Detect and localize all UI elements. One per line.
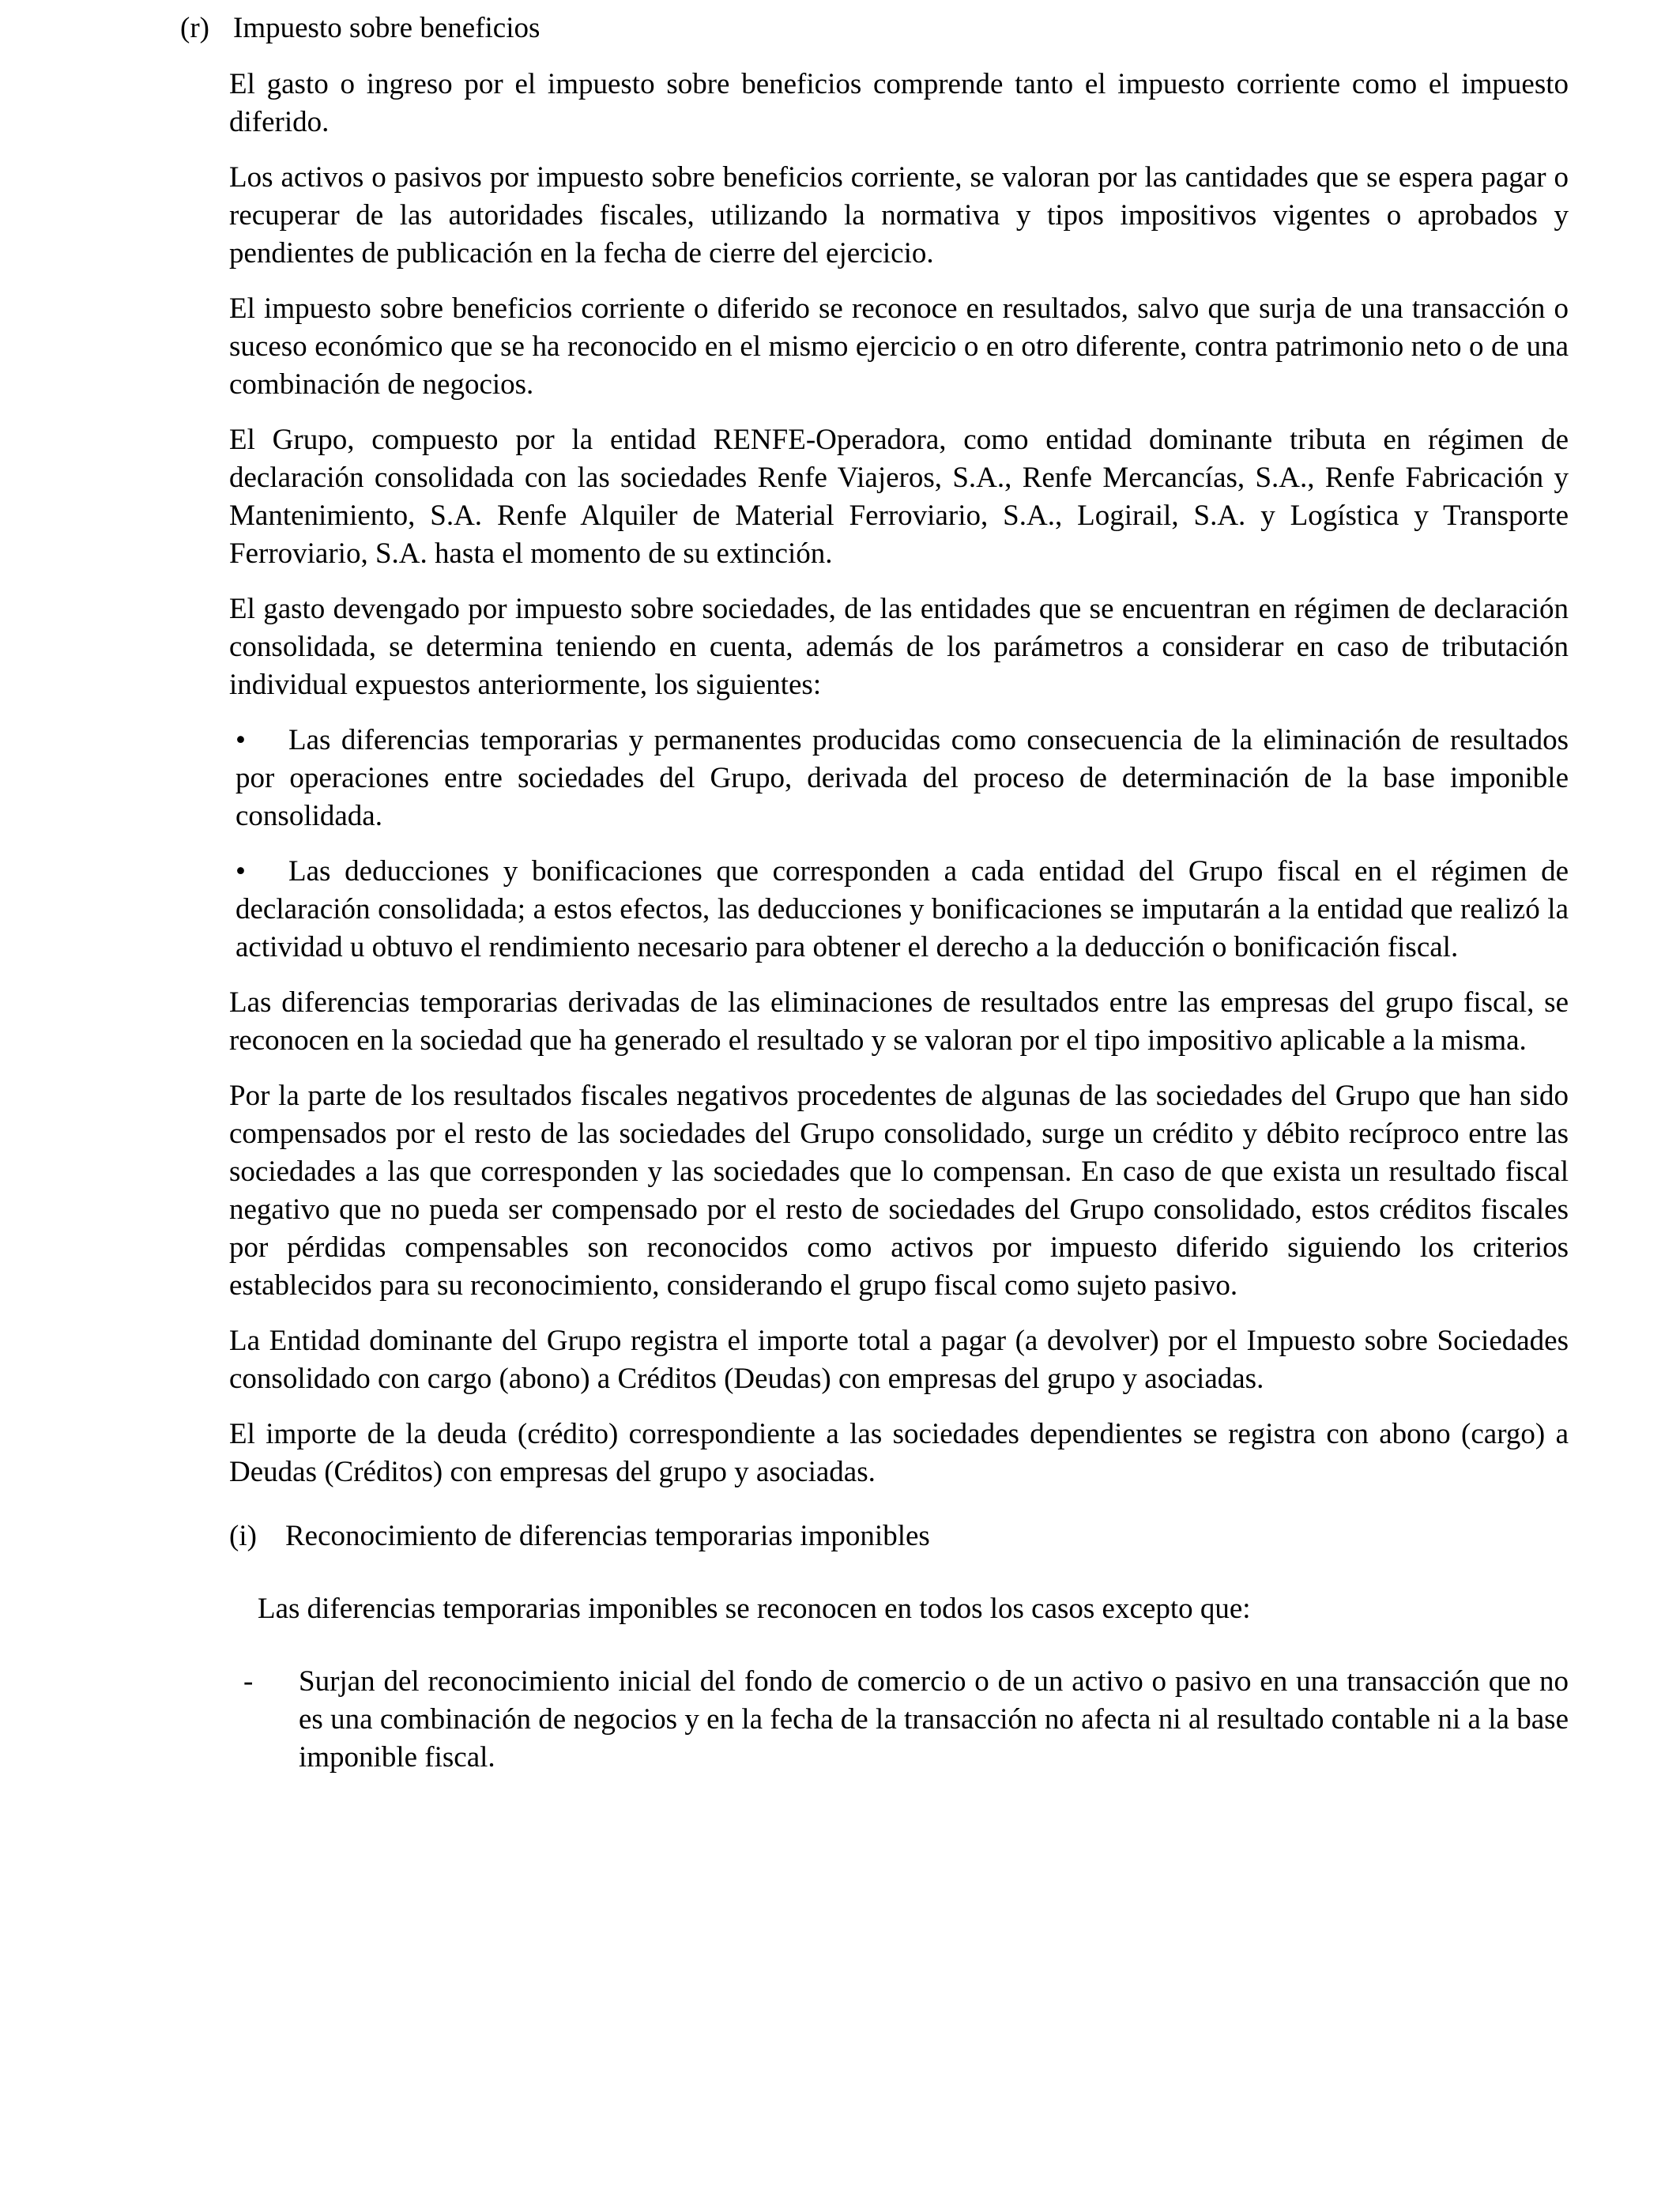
paragraph: El impuesto sobre beneficios corriente o diferido se reconoce en resultados, salvo que surja de una transacción o suceso económico que se ha reconocido en el mismo ejercicio o en otro diferente, contra patrimonio neto o de una combinación de negocios. (229, 292, 1569, 401)
bullet-mark: • (235, 724, 246, 756)
section-title: Impuesto sobre beneficios (233, 12, 541, 44)
subsection-heading (229, 1517, 1569, 1555)
paragraph: Las diferencias temporarias derivadas de las eliminaciones de resultados entre las empresas del grupo fiscal, se reconocen en la sociedad que ha generado el resultado y se valoran por el tipo impositivo aplicable a la misma. (229, 986, 1569, 1057)
dash-list-item (243, 1663, 1569, 1777)
bullet-mark: • (235, 855, 246, 888)
bullet-text: Las diferencias temporarias y permanentes producidas como consecuencia de la eliminación de resultados por operaciones entre sociedades del Grupo, derivada del proceso de determinación de la base imponible consolidada. (235, 724, 1569, 832)
subsection-title: Reconocimiento de diferencias temporarias imponibles (285, 1520, 930, 1552)
section-heading (180, 9, 540, 47)
section-number: (r) (180, 12, 209, 44)
bullet-item (235, 722, 1569, 835)
bullet-text: Las deducciones y bonificaciones que corresponden a cada entidad del Grupo fiscal en el régimen de declaración consolidada; a estos efectos, las deducciones y bonificaciones se imputarán a la entidad que realizó la actividad u obtuvo el rendimiento necesario para obtener el derecho a la deducción o bonificación fiscal. (235, 855, 1569, 963)
paragraph: Por la parte de los resultados fiscales negativos procedentes de algunas de las sociedades del Grupo que han sido compensados por el resto de las sociedades del Grupo consolidado, surge un crédito y débito recíproco entre las sociedades a las que corresponden y las sociedades que lo compensan. En caso de que exista un resultado fiscal negativo que no pueda ser compensado por el resto de sociedades del Grupo consolidado, estos créditos fiscales por pérdidas compensables son reconocidos como activos por impuesto diferido siguiendo los criterios establecidos para su reconocimiento, considerando el grupo fiscal como sujeto pasivo. (229, 1080, 1569, 1302)
paragraph: El gasto o ingreso por el impuesto sobre beneficios comprende tanto el impuesto corriente como el impuesto diferido. (229, 68, 1569, 138)
paragraph: La Entidad dominante del Grupo registra el importe total a pagar (a devolver) por el Impuesto sobre Sociedades consolidado con cargo (abono) a Créditos (Deudas) con empresas del grupo y asociadas. (229, 1325, 1569, 1395)
paragraph: El gasto devengado por impuesto sobre sociedades, de las entidades que se encuentran en régimen de declaración consolidada, se determina teniendo en cuenta, además de los parámetros a considerar en caso de tributación individual expuestos anteriormente, los siguientes: (229, 593, 1569, 701)
paragraph: El Grupo, compuesto por la entidad RENFE-Operadora, como entidad dominante tributa en régimen de declaración consolidada con las sociedades Renfe Viajeros, S.A., Renfe Mercancías, S.A., Renfe Fabricación y Mantenimiento, S.A. Renfe Alquiler de Material Ferroviario, S.A., Logirail, S.A. y Logística y Transporte Ferroviario, S.A. hasta el momento de su extinción. (229, 424, 1569, 570)
document-body (229, 66, 1569, 1777)
dash-item-text: Surjan del reconocimiento inicial del fondo de comercio o de un activo o pasivo en una transacción que no es una combinación de negocios y en la fecha de la transacción no afecta ni al resultado contable ni a la base imponible fiscal. (299, 1665, 1569, 1774)
subsection-number: (i) (229, 1520, 257, 1552)
subsection-intro: Las diferencias temporarias imponibles se reconocen en todos los casos excepto que: (258, 1593, 1251, 1625)
bullet-item (235, 853, 1569, 967)
paragraph: El importe de la deuda (crédito) correspondiente a las sociedades dependientes se registra con abono (cargo) a Deudas (Créditos) con empresas del grupo y asociadas. (229, 1418, 1569, 1488)
dash-mark: - (243, 1665, 254, 1698)
paragraph: Los activos o pasivos por impuesto sobre beneficios corriente, se valoran por las cantidades que se espera pagar o recuperar de las autoridades fiscales, utilizando la normativa y tipos impositivos vigentes o aprobados y pendientes de publicación en la fecha de cierre del ejercicio. (229, 161, 1569, 270)
